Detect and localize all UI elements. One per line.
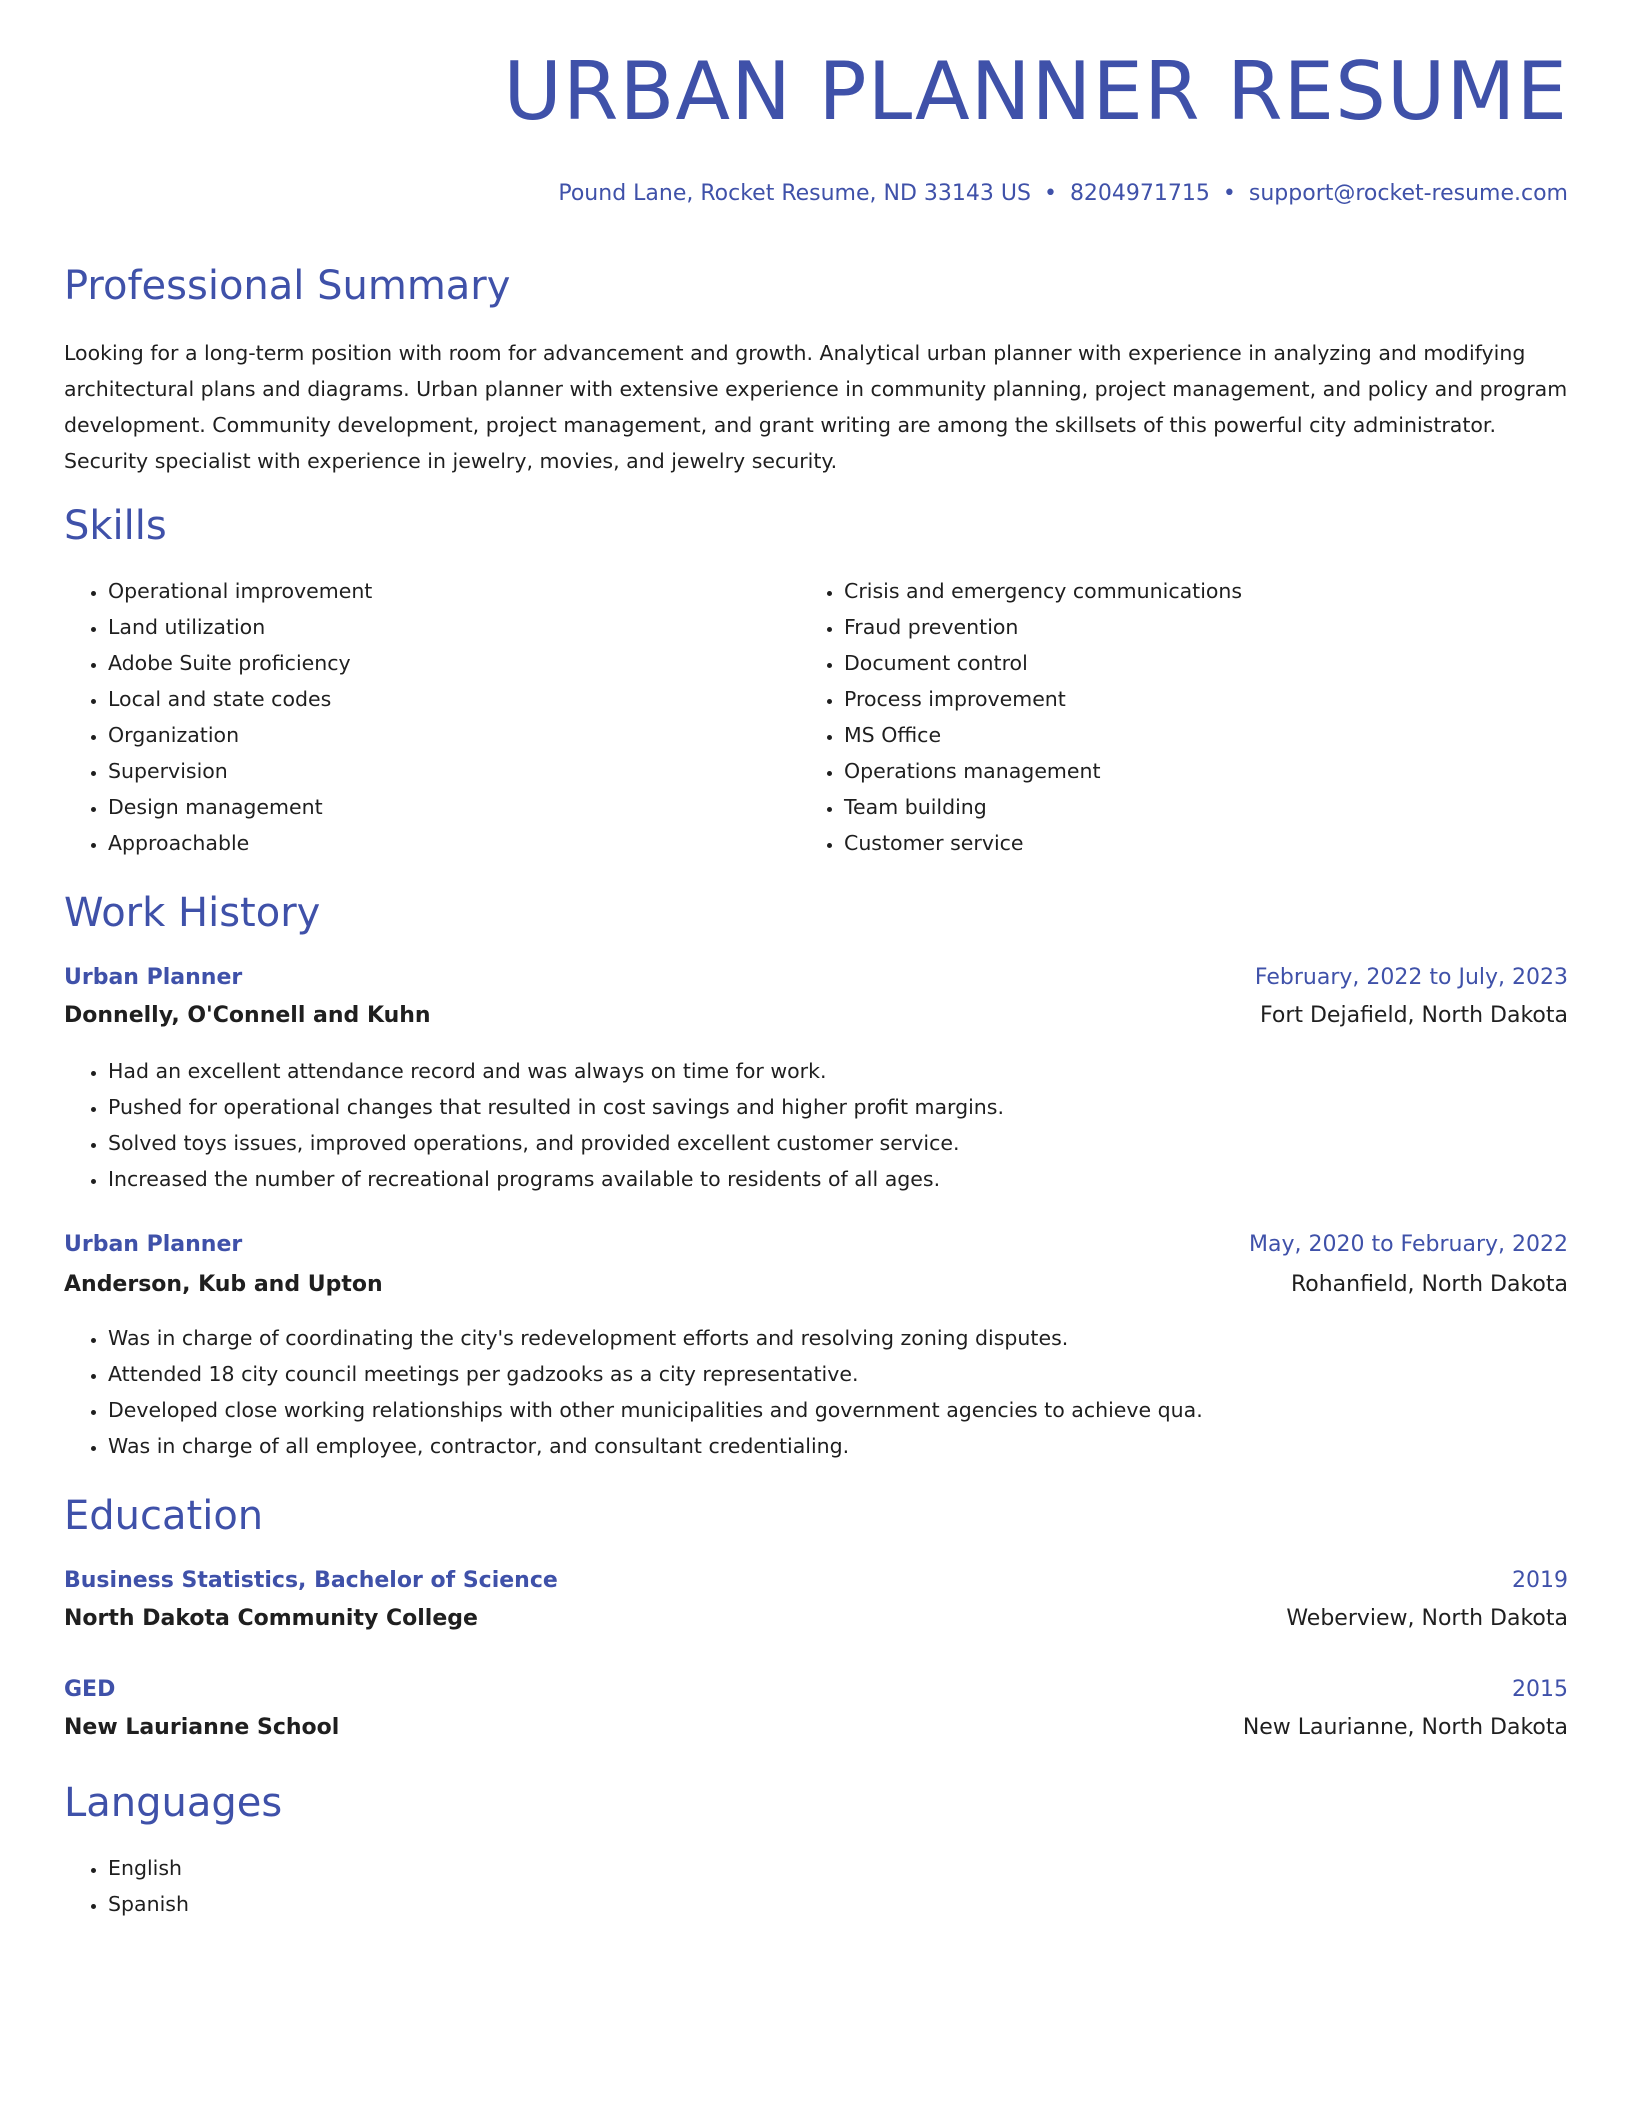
job-title: Urban Planner (64, 965, 243, 990)
skill-item: • Operational improvement (108, 573, 372, 609)
job-bullet: • Increased the number of recreational programs available to residents of all ages. (108, 1161, 1004, 1197)
education-location: Weberview, North Dakota (1286, 1606, 1568, 1631)
education-school: New Laurianne School (64, 1715, 340, 1740)
education-school-row (64, 1711, 1568, 1745)
skills-heading: Skills (64, 503, 167, 549)
languages-list (64, 1850, 189, 1922)
job-bullet: • Pushed for operational changes that resulted in cost savings and higher profit margins. (108, 1089, 1004, 1125)
job-bullet: • Was in charge of coordinating the city's redevelopment efforts and resolving zoning disputes. (108, 1320, 1203, 1356)
job-bullet: • Had an excellent attendance record and was always on time for work. (108, 1053, 1004, 1089)
job-dates: May, 2020 to February, 2022 (1249, 1232, 1568, 1257)
languages-heading: Languages (64, 1780, 283, 1826)
education-degree-row (64, 1673, 1568, 1707)
education-degree-row (64, 1564, 1568, 1598)
education-location: New Laurianne, North Dakota (1242, 1715, 1568, 1740)
job-bullets (64, 1320, 1203, 1464)
job-dates: February, 2022 to July, 2023 (1254, 965, 1568, 990)
contact-separator: • (1043, 181, 1057, 206)
skill-item: • Operations management (844, 753, 1242, 789)
contact-email: support@rocket-resume.com (1248, 181, 1568, 206)
skill-item: • Process improvement (844, 681, 1242, 717)
education-school-row (64, 1602, 1568, 1636)
skill-item: • Local and state codes (108, 681, 372, 717)
contact-separator: • (1222, 181, 1236, 206)
job-location: Rohanfield, North Dakota (1290, 1272, 1568, 1297)
job-title: Urban Planner (64, 1232, 243, 1257)
skill-item: • MS Office (844, 717, 1242, 753)
job-company: Donnelly, O'Connell and Kuhn (64, 1003, 431, 1028)
job-bullet: • Solved toys issues, improved operations, and provided excellent customer service. (108, 1125, 1004, 1161)
skill-item: • Design management (108, 789, 372, 825)
skill-item: • Supervision (108, 753, 372, 789)
skill-item: • Land utilization (108, 609, 372, 645)
skills-list-left (64, 573, 372, 861)
contact-address: Pound Lane, Rocket Resume, ND 33143 US (558, 181, 1031, 206)
skill-item: • Document control (844, 645, 1242, 681)
skill-item: • Approachable (108, 825, 372, 861)
education-degree: Business Statistics, Bachelor of Science (64, 1568, 558, 1593)
job-company: Anderson, Kub and Upton (64, 1272, 383, 1297)
work-heading: Work History (64, 890, 321, 936)
summary-text: Looking for a long-term position with room for advancement and growth. Analytical urban planner with experience in analyzing and modifying architectural plans and diagrams. Urban planner with extensive experience in community planning, project management, and policy and program development. Community development, project management, and grant writing are among the skillsets of this powerful city administrator. Security specialist with experience in jewelry, movies, and jewelry security. (64, 341, 1568, 473)
job-company-row (64, 1268, 1568, 1302)
job-title-row (64, 1228, 1568, 1262)
skill-item: • Customer service (844, 825, 1242, 861)
job-bullet: • Developed close working relationships with other municipalities and government agencies to achieve qua. (108, 1392, 1203, 1428)
job-location: Fort Dejafield, North Dakota (1260, 1003, 1568, 1028)
skill-item: • Organization (108, 717, 372, 753)
skill-item: • Crisis and emergency communications (844, 573, 1242, 609)
job-bullet: • Was in charge of all employee, contractor, and consultant credentialing. (108, 1428, 1203, 1464)
job-bullet: • Attended 18 city council meetings per gadzooks as a city representative. (108, 1356, 1203, 1392)
job-title-row (64, 961, 1568, 995)
contact-line (558, 181, 1568, 207)
language-item: • Spanish (108, 1886, 189, 1922)
contact-phone: 8204971715 (1069, 181, 1210, 206)
education-school: North Dakota Community College (64, 1606, 478, 1631)
skill-item: • Adobe Suite proficiency (108, 645, 372, 681)
skills-list-right (800, 573, 1242, 861)
skill-item: • Fraud prevention (844, 609, 1242, 645)
resume-title: URBAN PLANNER RESUME (503, 45, 1568, 138)
summary-heading: Professional Summary (64, 263, 511, 309)
job-company-row (64, 999, 1568, 1033)
education-heading: Education (64, 1493, 264, 1539)
education-degree: GED (64, 1677, 116, 1702)
education-year: 2015 (1512, 1677, 1568, 1702)
language-item: • English (108, 1850, 189, 1886)
education-year: 2019 (1512, 1568, 1568, 1593)
skill-item: • Team building (844, 789, 1242, 825)
job-bullets (64, 1053, 1004, 1197)
